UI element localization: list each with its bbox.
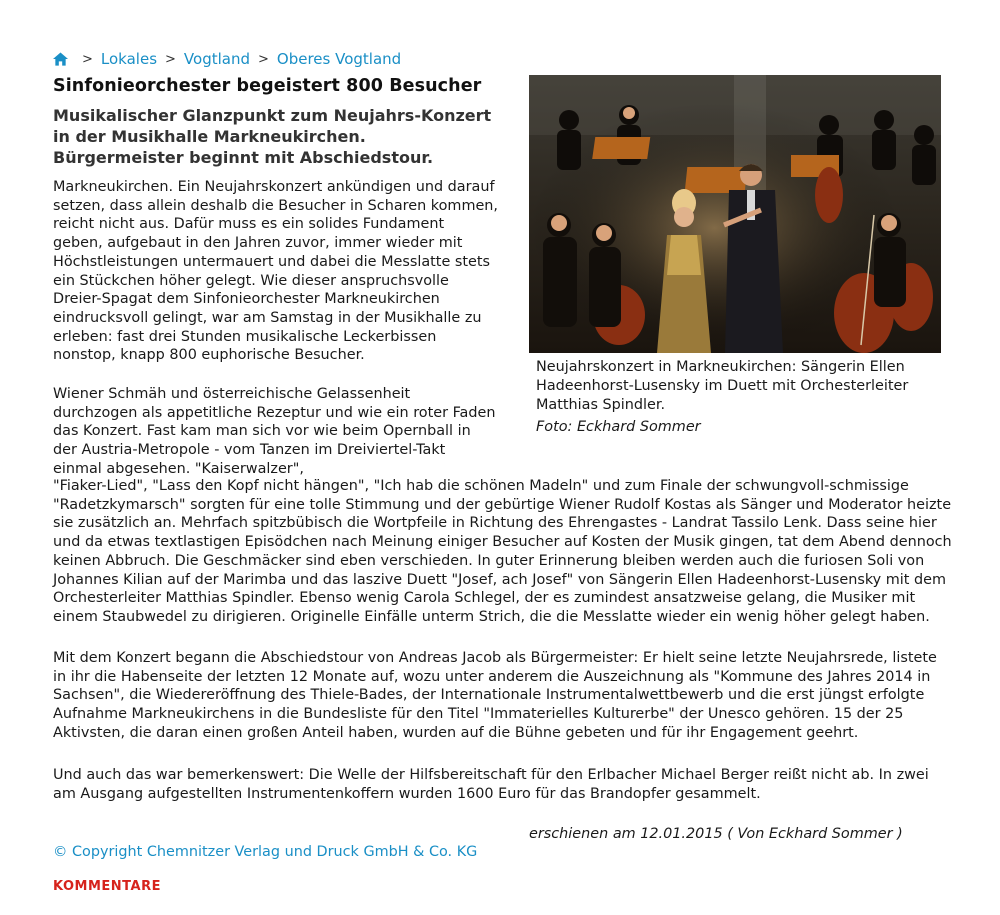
breadcrumb-separator-icon: > <box>165 51 176 67</box>
copyright-link[interactable]: © Copyright Chemnitzer Verlag und Druck GmbH & Co. KG <box>53 844 478 860</box>
article-paragraph-2-bottom: "Fiaker-Lied", "Lass den Kopf nicht hängen", "Ich hab die schönen Madeln" und zum Finale der schwungvoll-schmissige "Radetzkymarsch" sorgten für eine tolle Stimmung und der gebürtige Wiener Rudolf Kostas als Sänger und Moderator heizte sie zusätzlich an. Mehrfach spitzbübisch die Wortpfeile in Richtung des Ehrengastes - Landrat Tassilo Lenk. Dass seine hier und da etwas textlastigen Episödchen nach Meinung einiger Besucher auf Kosten der Musik gingen, tat dem Abend dennoch keinen Abbruch. Die Geschmäcker sind eben verschieden. In guter Erinnerung bleiben werden auch die furiosen Soli von Johannes Kilian auf der Marimba und das laszive Duett "Josef, ach Josef" von Sängerin Ellen Hadeenhorst-Lusensky mit dem Orchesterleiter Matthias Spindler. Ebenso wenig Carola Schlegel, der es zumindest ansatzweise gelang, die Musiker mit einem Staubwedel zu dirigieren. Originelle Einfälle unterm Strich, die die Messlatte wieder ein wenig höher gelegt haben. <box>53 478 952 625</box>
breadcrumb-link-lokales[interactable]: Lokales <box>100 50 158 68</box>
breadcrumb-separator-icon: > <box>258 51 269 67</box>
orchestra-photo-image <box>529 75 941 353</box>
breadcrumb <box>53 48 401 70</box>
breadcrumb-separator-icon: > <box>82 51 93 67</box>
article-paragraph-4: Und auch das war bemerkenswert: Die Welle der Hilfsbereitschaft für den Erlbacher Michael Berger reißt nicht ab. In zwei am Ausgang aufgestellten Instrumentenkoffern wurden 1600 Euro für das Brandopfer gesammelt. <box>53 767 929 802</box>
article-title: Sinfonieorchester begeistert 800 Besucher <box>53 76 482 96</box>
home-icon[interactable] <box>53 52 68 66</box>
published-date: erschienen am 12.01.2015 ( Von Eckhard Sommer ) <box>529 826 903 842</box>
comments-heading[interactable]: KOMMENTARE <box>53 879 161 894</box>
article-paragraph-1: Markneukirchen. Ein Neujahrskonzert ankündigen und darauf setzen, dass allein deshalb die Besucher in Scharen kommen, reicht nicht aus. Dafür muss es ein solides Fundament geben, aufgebaut in den Jahren zuvor, immer wieder mit Höchstleistungen untermauert und dabei die Messlatte stets ein Stückchen höher gelegt. Wie dieser anspruchsvolle Dreier-Spagat dem Sinfonieorchester Markneukirchen eindrucksvoll gelingt, war am Samstag in der Musikhalle zu erleben: fast drei Stunden musikalische Leckerbissen nonstop, knapp 800 euphorische Besucher. <box>53 179 499 364</box>
breadcrumb-link-oberes-vogtland[interactable]: Oberes Vogtland <box>276 50 402 68</box>
article-lead: Musikalischer Glanzpunkt zum Neujahrs-Konzert in der Musikhalle Markneukirchen. Bürgermeister beginnt mit Abschiedstour. <box>53 106 492 167</box>
article-paragraph-2-top: Wiener Schmäh und österreichische Gelassenheit durchzogen als appetitliche Rezeptur und wie ein roter Faden das Konzert. Fast kam man sich vor wie beim Opernball in der Austria-Metropole - vom Tanzen im Dreiviertel-Takt einmal abgesehen. "Kaiserwalzer", <box>53 386 496 477</box>
photo-caption: Neujahrskonzert in Markneukirchen: Sängerin Ellen Hadeenhorst-Lusensky im Duett mit Orchesterleiter Matthias Spindler. <box>536 359 909 413</box>
article-photo[interactable] <box>529 75 941 353</box>
article-paragraph-3: Mit dem Konzert begann die Abschiedstour von Andreas Jacob als Bürgermeister: Er hielt seine letzte Neujahrsrede, listete in ihr die Habenseite der letzten 12 Monate auf, wozu unter anderem die Auszeichnung als "Kommune des Jahres 2014 in Sachsen", die Wiedereröffnung des Thiele-Bades, der Internationale Instrumentalwettbewerb und die erst jüngst erfolgte Aufnahme Markneukirchens in die Bundesliste für den Titel "Immaterielles Kulturerbe" der Unesco gehören. 15 der 25 Aktivsten, die daran einen großen Anteil haben, wurden auf die Bühne gebeten und für ihr Engagement geehrt. <box>53 650 937 741</box>
breadcrumb-link-vogtland[interactable]: Vogtland <box>183 50 250 68</box>
photo-credit: Foto: Eckhard Sommer <box>536 419 701 435</box>
